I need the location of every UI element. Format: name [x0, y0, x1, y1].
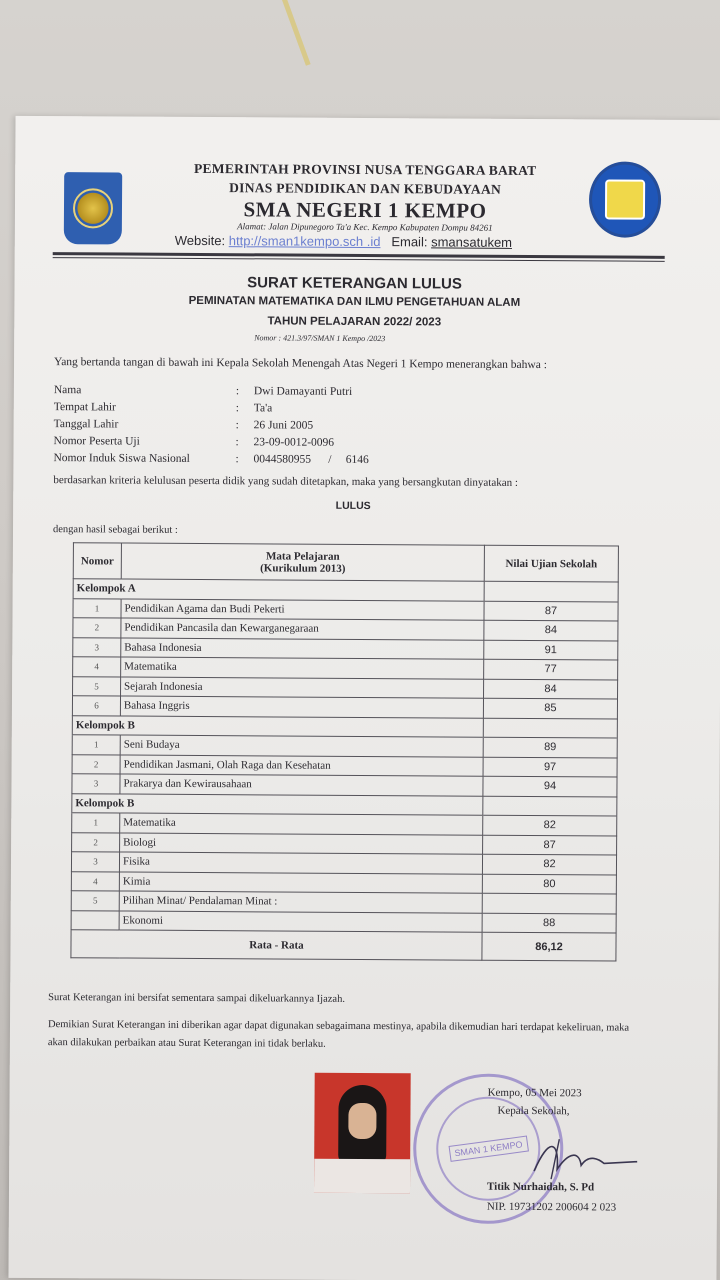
row-number: 3 [71, 852, 119, 872]
row-subject: Sejarah Indonesia [121, 677, 484, 699]
identity-value: Ta'a [253, 402, 273, 415]
row-score: 77 [484, 659, 618, 679]
identity-key: Nomor Induk Siswa Nasional [53, 452, 190, 465]
identity-key: Tempat Lahir [53, 401, 116, 414]
province-logo-icon [64, 172, 122, 244]
row-score: 97 [483, 757, 617, 777]
row-number: 3 [72, 774, 120, 794]
row-number: 4 [71, 871, 119, 891]
row-score: 88 [482, 913, 616, 933]
website-label: Website: [174, 232, 226, 249]
stamp-text: SMAN 1 KEMPO [448, 1136, 528, 1162]
identity-row: Tanggal Lahir : 26 Juni 2005 [54, 418, 654, 439]
document-paper [8, 116, 720, 1280]
grades-table [70, 542, 619, 961]
closing-note: Demikian Surat Keterangan ini diberikan agar dapat digunakan sebagaimana mestinya, apabila dikemudian hari terdapat kekeliruan, maka akan dilakukan perbaikan atau Surat Keterangan ini tidak berlaku. [47, 1019, 630, 1050]
row-subject: Ekonomi [119, 910, 482, 932]
temporary-note: Surat Keterangan ini bersifat sementara sampai dikeluarkannya Ijazah. [48, 992, 345, 1005]
row-number: 1 [73, 598, 121, 618]
document-subtitle: PEMINATAN MATEMATIKA DAN ILMU PENGETAHUAN ALAM [188, 294, 521, 309]
col-subject-header: Mata Pelajaran (Kurikulum 2013) [121, 543, 484, 581]
header-government: PEMERINTAH PROVINSI NUSA TENGGARA BARAT [193, 160, 537, 179]
signatory-name: Titik Nurhaidah, S. Pd [486, 1180, 595, 1194]
row-subject: Fisika [119, 852, 482, 874]
header-contact [175, 233, 575, 250]
row-subject: Pendidikan Jasmani, Olah Raga dan Kesehatan [120, 754, 483, 776]
identity-row: Nomor Peserta Uji : 23-09-0012-0096 [54, 435, 654, 456]
signature-title: Kepala Sekolah, [497, 1104, 570, 1118]
average-value: 86,12 [482, 932, 616, 961]
average-label: Rata - Rata [71, 930, 482, 961]
header-department: DINAS PENDIDIKAN DAN KEBUDAYAAN [229, 180, 502, 197]
row-subject: Matematika [120, 813, 483, 835]
identity-key: Nomor Peserta Uji [53, 435, 140, 448]
row-subject: Bahasa Indonesia [121, 638, 484, 660]
row-number: 3 [73, 637, 121, 657]
group-label: Kelompok B [72, 793, 483, 815]
row-number: 1 [72, 735, 120, 755]
identity-row: Nama : Dwi Damayanti Putri [54, 384, 654, 405]
col-score-header: Nilai Ujian Sekolah [484, 545, 618, 582]
row-subject: Prakarya dan Kewirausahaan [120, 774, 483, 796]
identity-value: 0044580955 / 6146 [253, 453, 369, 467]
row-number: 2 [73, 618, 121, 638]
group-label: Kelompok A [73, 579, 484, 601]
identity-value: Dwi Damayanti Putri [253, 385, 353, 398]
handwritten-signature-icon [529, 1131, 639, 1182]
criteria-text: berdasarkan kriteria kelulusan peserta didik yang sudah ditetapkan, maka yang bersangkutan dinyatakan : [53, 474, 518, 489]
website-link[interactable]: http://sman1kempo.sch .id [228, 233, 381, 250]
row-subject: Matematika [121, 657, 484, 679]
row-subject: Pendidikan Pancasila dan Kewarganegaraan [121, 618, 484, 640]
identity-key: Nama [53, 384, 82, 397]
row-number: 5 [71, 891, 119, 911]
identity-block [53, 384, 654, 473]
school-logo-icon [589, 161, 661, 237]
row-score: 82 [482, 854, 616, 874]
row-score: 89 [483, 737, 617, 757]
student-photo [314, 1073, 411, 1194]
row-score: 91 [484, 640, 618, 660]
col-number-header: Nomor [73, 543, 121, 579]
document-number: Nomor : 421.3/97/SMAN 1 Kempo /2023 [254, 333, 386, 344]
average-row [71, 930, 616, 961]
row-subject: Pendidikan Agama dan Budi Pekerti [121, 599, 484, 621]
row-number: 5 [73, 676, 121, 696]
row-subject: Pilihan Minat/ Pendalaman Minat : [119, 891, 482, 913]
group-label: Kelompok B [72, 715, 483, 737]
identity-key: Tanggal Lahir [53, 418, 119, 431]
identity-row: Nomor Induk Siswa Nasional : 0044580955 / 6146 [53, 452, 653, 473]
row-number: 4 [73, 657, 121, 677]
row-score: 84 [484, 679, 618, 699]
row-number: 6 [72, 696, 120, 716]
email-label: Email: [391, 234, 428, 250]
row-score: 94 [483, 776, 617, 796]
table-header-row [73, 543, 618, 582]
email-link[interactable]: smansatukem [431, 234, 513, 250]
row-score: 85 [483, 698, 617, 718]
row-subject: Seni Budaya [120, 735, 483, 757]
row-score: 82 [483, 815, 617, 835]
grades-body [71, 579, 618, 933]
row-score: 84 [484, 620, 618, 640]
row-subject: Kimia [119, 871, 482, 893]
row-number [71, 910, 119, 930]
identity-row: Tempat Lahir : Ta'a [54, 401, 654, 422]
row-subject: Bahasa Inggris [120, 696, 483, 718]
row-number: 2 [72, 754, 120, 774]
row-score: 80 [482, 874, 616, 894]
row-score [482, 893, 616, 913]
document-year: TAHUN PELAJARAN 2022/ 2023 [267, 315, 442, 329]
status-label: LULUS [335, 499, 371, 513]
identity-value: 26 Juni 2005 [253, 419, 314, 432]
header-address: Alamat: Jalan Dipunegoro Ta'a Kec. Kempo Kabupaten Dompu 84261 [237, 221, 493, 233]
result-intro: dengan hasil sebagai berikut : [52, 524, 178, 536]
row-score: 87 [483, 835, 617, 855]
row-number: 2 [72, 832, 120, 852]
header-school-name: SMA NEGERI 1 KEMPO [243, 197, 487, 223]
identity-value: 23-09-0012-0096 [253, 436, 335, 449]
row-score: 87 [484, 601, 618, 621]
row-subject: Biologi [120, 832, 483, 854]
intro-text: Yang bertanda tangan di bawah ini Kepala Sekolah Menengah Atas Negeri 1 Kempo menerangkan bahwa : [54, 356, 547, 372]
row-number: 1 [72, 813, 120, 833]
document-title: SURAT KETERANGAN LULUS [247, 274, 462, 293]
signature-place-date: Kempo, 05 Mei 2023 [487, 1086, 582, 1100]
signatory-nip: NIP. 19731202 200604 2 023 [486, 1200, 617, 1214]
